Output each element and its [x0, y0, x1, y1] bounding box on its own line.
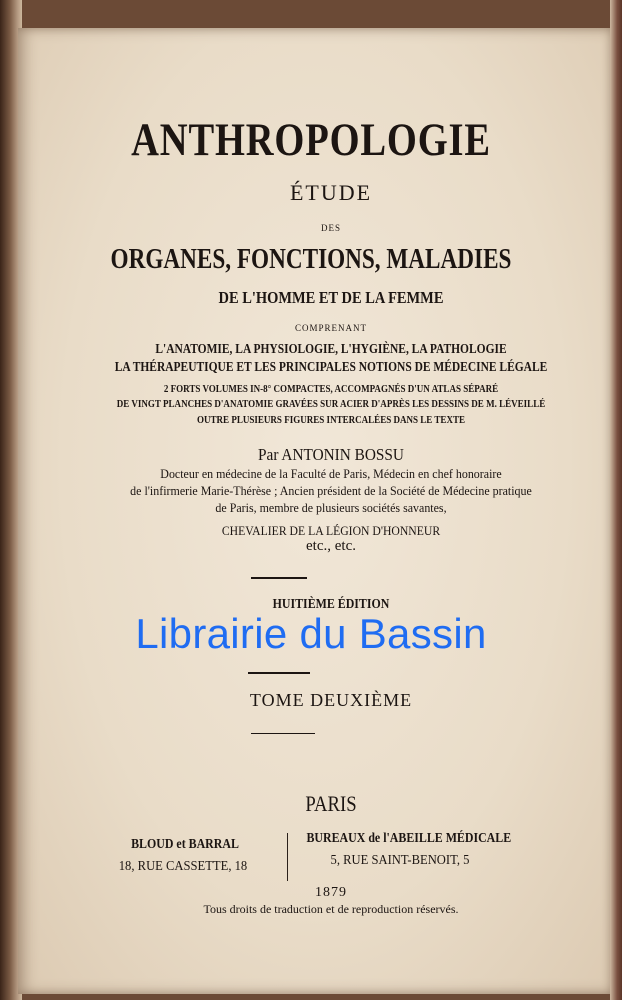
des-label: DES [320, 223, 341, 233]
watermark-text: Librairie du Bassin [135, 610, 487, 657]
affiliation-line-2: de l'infirmerie Marie-Thérèse ; Ancien président de la Société de Médecine pratique [130, 483, 532, 498]
honor-line: CHEVALIER DE LA LÉGION D'HONNEUR [221, 523, 441, 538]
tome-label: TOME DEUXIÈME [249, 690, 413, 710]
contents-line-1: L'ANATOMIE, LA PHYSIOLOGIE, L'HYGIÈNE, LA PATHOLOGIE [155, 342, 507, 357]
publisher-divider [287, 833, 288, 881]
etc-line: etc., etc. [306, 538, 356, 554]
publisher-left-address: 18, RUE CASSETTE, 18 [118, 859, 248, 874]
volumes-line-1: 2 FORTS VOLUMES IN-8° COMPACTES, ACCOMPAGNÉS D'UN ATLAS SÉPARÉ [163, 383, 499, 395]
affiliation-line-1: Docteur en médecine de la Faculté de Paris, Médecin en chef honoraire [160, 466, 502, 481]
volumes-line-3: OUTRE PLUSIEURS FIGURES INTERCALÉES DANS LE TEXTE [196, 414, 466, 426]
city-label: PARIS [305, 791, 357, 816]
book-subject: DE L'HOMME ET DE LA FEMME [218, 288, 444, 307]
comprenant-label: COMPRENANT [294, 323, 367, 333]
author-line: Par ANTONIN BOSSU [258, 445, 404, 464]
divider-rule-3 [251, 733, 315, 734]
edition-label: HUITIÈME ÉDITION [272, 597, 390, 612]
divider-rule-1 [251, 577, 307, 579]
contents-line-2: LA THÉRAPEUTIQUE ET LES PRINCIPALES NOTIONS DE MÉDECINE LÉGALE [114, 360, 548, 375]
divider-rule-2 [248, 672, 310, 674]
etude-label: ÉTUDE [289, 180, 373, 205]
publication-year: 1879 [315, 885, 347, 900]
affiliation-line-3: de Paris, membre de plusieurs sociétés savantes, [215, 500, 447, 515]
volumes-line-2: DE VINGT PLANCHES D'ANATOMIE GRAVÉES SUR ACIER D'APRÈS LES DESSINS DE M. LÉVEILLÉ [116, 398, 546, 410]
publisher-left-name: BLOUD et BARRAL [131, 837, 239, 852]
publisher-right-address: 5, RUE SAINT-BENOIT, 5 [330, 853, 470, 868]
publisher-right-name: BUREAUX de l'ABEILLE MÉDICALE [306, 831, 512, 846]
book-subtitle: ORGANES, FONCTIONS, MALADIES [110, 243, 512, 275]
book-title: ANTHROPOLOGIE [131, 114, 491, 166]
rights-notice: Tous droits de traduction et de reproduction réservés. [203, 902, 459, 916]
